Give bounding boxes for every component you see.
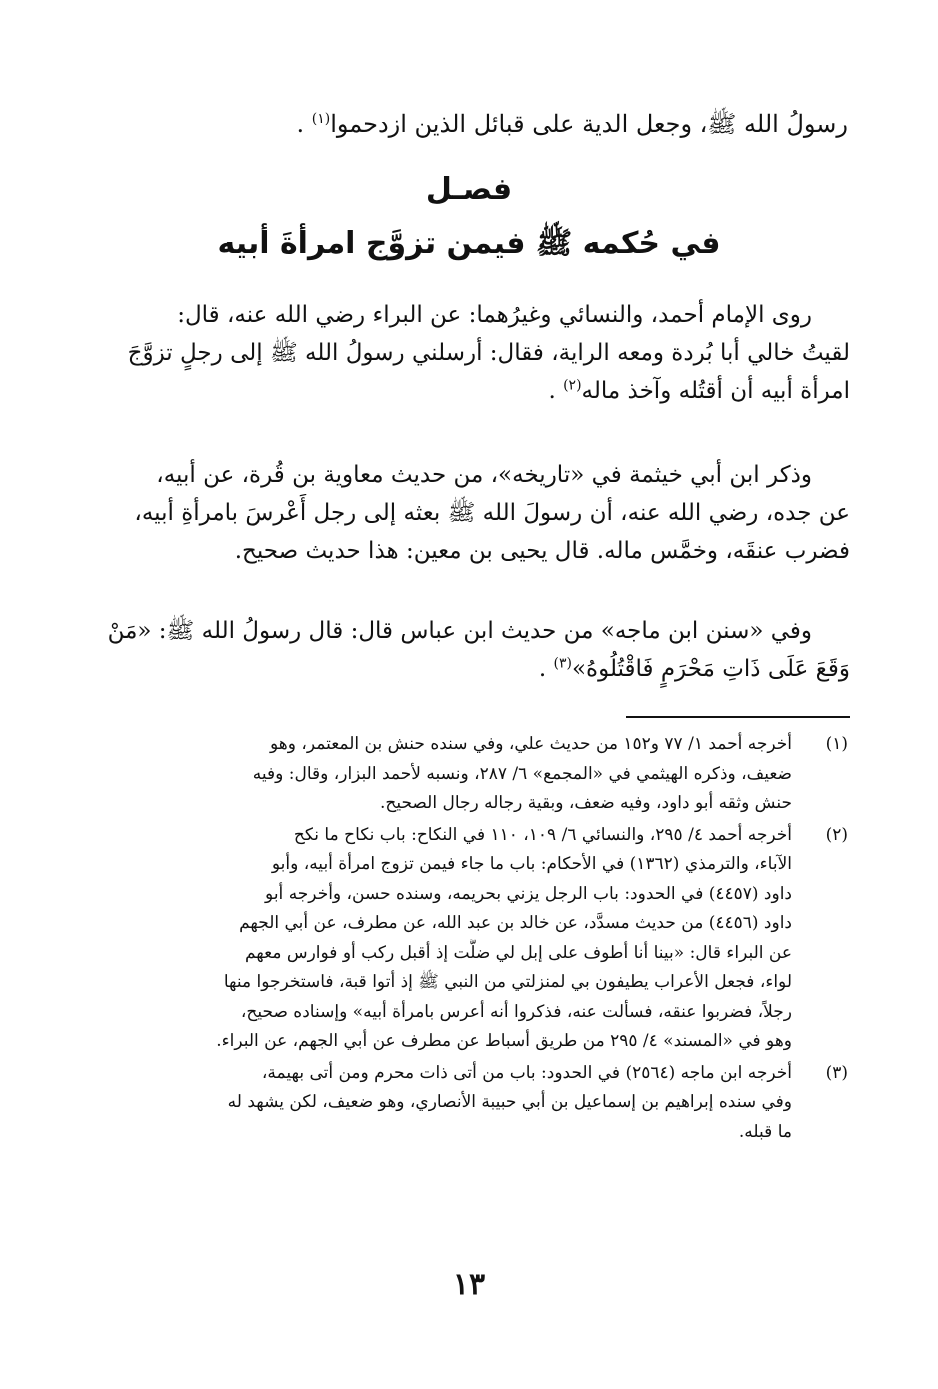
footnotes	[88, 730, 850, 1149]
footnote-line: الآباء، والترمذي (١٣٦٢) في الأحكام: باب ما جاء فيمن تزوج امرأة أبيه، وأبو	[271, 854, 792, 874]
continuation-line-text	[88, 104, 848, 144]
footnote-divider	[626, 716, 850, 718]
footnote-ref-2: (٢)	[563, 377, 582, 394]
paragraph-3	[88, 612, 850, 688]
paragraph-line: روى الإمام أحمد، والنسائي وغيرُهما: عن البراء رضي الله عنه، قال:	[177, 302, 812, 328]
footnote-text	[88, 1059, 792, 1148]
paragraph-line: عن جده، رضي الله عنه، أن رسولَ الله ﷺ بعثه إلى رجل أَعْرسَ بامرأةِ أبيه،	[134, 500, 850, 526]
section-title: فصـل	[425, 172, 513, 207]
paragraph-line: لقيتُ خالي أبا بُردة ومعه الراية، فقال: أرسلني رسولُ الله ﷺ إلى رجلٍ تزوَّجَ	[127, 340, 850, 366]
footnote-number: (١)	[825, 734, 848, 754]
paragraph-line-text: امرأة أبيه أن أقتُله وآخذ ماله	[581, 378, 850, 404]
footnote-line: أخرجه أحمد ١/ ٧٧ و١٥٢ من حديث علي، وفي سنده حنش بن المعتمر، وهو	[270, 734, 792, 754]
paragraph-line: فضرب عنقَه، وخمَّس ماله. قال يحيى بن معين: هذا حديث صحيح.	[234, 538, 850, 564]
footnote-line: أخرجه أحمد ٤/ ٢٩٥، والنسائي ٦/ ١٠٩، ١١٠ في النكاح: باب نكاح ما نكح	[293, 824, 792, 845]
footnote-line: حنش وثقه أبو داود، وفيه ضعف، وبقية رجاله رجال الصحيح.	[379, 793, 792, 813]
paragraph-line: وذكر ابن أبي خيثمة في «تاريخه»، من حديث معاوية بن قُرة، عن أبيه،	[156, 462, 812, 488]
paragraph-line-last	[88, 650, 850, 688]
footnote-line: داود (٤٤٥٧) في الحدود: باب الرجل يزني بحريمه، وسنده حسن، وأخرجه أبو	[265, 883, 792, 904]
footnote-2	[88, 821, 850, 1057]
footnote-ref-1: (١)	[311, 111, 331, 127]
footnote-number: (٢)	[825, 824, 848, 845]
paragraph-line-text: وَقَعَ عَلَى ذَاتِ مَحْرَمٍ فَاقْتُلُوهُ»	[571, 656, 850, 682]
paragraph-1	[88, 296, 850, 410]
paragraph-line-last	[88, 372, 850, 410]
sentence-end: .	[296, 110, 312, 138]
footnote-ref-3: (٣)	[553, 655, 572, 672]
sentence-end: .	[548, 378, 564, 404]
page-number: ١٣	[452, 1267, 486, 1302]
footnote-text	[88, 730, 792, 819]
continuation-line	[88, 104, 848, 144]
paragraph-2	[88, 456, 850, 570]
footnote-line: رجلاً، فضربوا عنقه، فسألت عنه، فذكروا أنه أعرس بامرأة أبيه» وإسناده صحيح،	[240, 1001, 792, 1022]
paragraph-line: وفي «سنن ابن ماجه» من حديث ابن عباس قال: قال رسولُ الله ﷺ: «مَنْ	[107, 618, 812, 644]
footnote-line: ما قبله.	[738, 1121, 792, 1142]
footnote-line: وفي سنده إبراهيم بن إسماعيل بن أبي حبيبة الأنصاري، وهو ضعيف، لكن يشهد له	[227, 1092, 792, 1112]
footnote-line: عن البراء قال: «بينا أنا أطوف على إبل لي ضلَّت إذ أقبل ركب أو فوارس معهم	[244, 942, 792, 963]
footnote-line: لواء، فجعل الأعراب يطيفون بي لمنزلتي من النبي ﷺ إذ أتوا قبة، فاستخرجوا منها	[223, 972, 792, 992]
sentence-end: .	[538, 656, 554, 682]
footnote-line: أخرجه ابن ماجه (٢٥٦٤) في الحدود: باب من أتى ذات محرم ومن أتى بهيمة،	[261, 1062, 792, 1083]
footnote-line: ضعيف، وذكره الهيثمي في «المجمع» ٦/ ٢٨٧، ونسبه لأحمد البزار، وقال: وفيه	[252, 763, 792, 784]
footnote-1	[88, 730, 850, 819]
footnote-text	[88, 821, 792, 1057]
footnote-number: (٣)	[825, 1062, 848, 1083]
footnote-line: داود (٤٤٥٦) من حديث مسدَّد، عن خالد بن عبد الله، عن مطرف، عن أبي الجهم	[239, 913, 792, 933]
section-subtitle: في حُكمه ﷺ فيمن تزوَّج امرأةَ أبيه	[217, 226, 721, 261]
footnote-line: وهو في «المسند» ٤/ ٢٩٥ من طريق أسباط عن مطرف عن أبي الجهم، عن البراء.	[216, 1031, 792, 1051]
footnote-3	[88, 1059, 850, 1148]
continuation-text: رسولُ الله ﷺ، وجعل الدية على قبائل الذين ازدحموا	[330, 110, 848, 138]
